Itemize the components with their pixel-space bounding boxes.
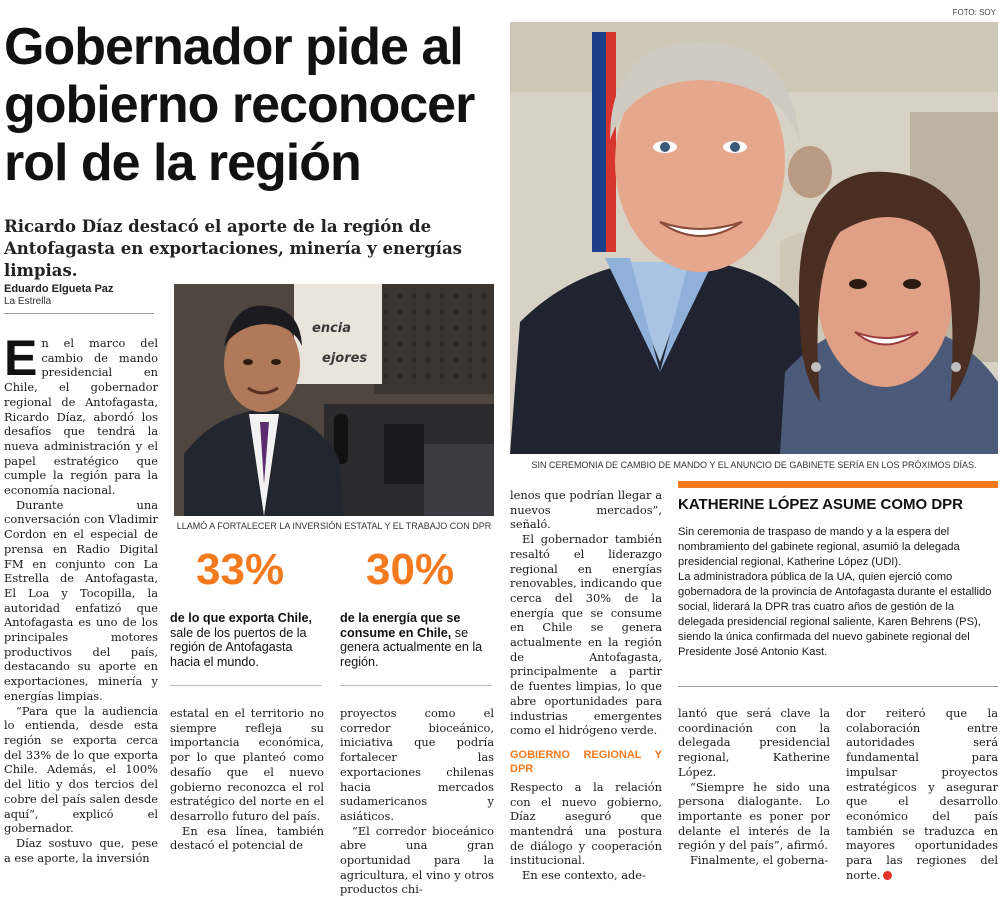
photo-governor-illustration: [174, 284, 494, 516]
article-column-4: [510, 488, 662, 883]
paragraph: estatal en el territorio no siempre refleja su importancia económica, por lo que planteó como desafío que el nuevo gobierno reconozca el rol estratégico del norte en el desarrollo futuro del país.: [170, 706, 324, 823]
section-subhead: GOBIERNO REGIONAL Y DPR: [510, 748, 662, 775]
byline-author: Eduardo Elgueta Paz: [4, 283, 114, 295]
article-column-6: [846, 706, 998, 882]
article-column-2: [170, 706, 324, 853]
stat-bold: de lo que exporta Chile,: [170, 611, 313, 625]
sidebar-box-accent-bar: [678, 481, 998, 488]
paragraph: Durante una conversación con Vladimir Cordon en el especial de prensa en Radio Digital FM en conjunto con La Estrella de Antofagasta, El Loa y Tocopilla, la autoridad enfatizó que Antofagasta es uno de los principales motores productivos del país, destacando su aporte en exportaciones, minería y energías limpias.: [4, 497, 158, 703]
stat-value-exports: 33%: [196, 545, 285, 594]
article-column-5: [678, 706, 830, 868]
paragraph-text: dor reiteró que la colaboración entre autoridades será fundamental para impulsar proyectos estratégicos y asegurar que el desarrollo económico del país también se traduzca en mayores oportunidades para las regiones del norte.: [846, 706, 998, 882]
byline-divider: [4, 313, 154, 314]
photo-kast-lopez: [510, 22, 998, 454]
byline-publication: La Estrella: [4, 296, 52, 307]
stat-text-energy: [340, 611, 496, 669]
paragraph: Respecto a la relación con el nuevo gobierno, Díaz aseguró que mantendrá una postura de diálogo y cooperación institucional.: [510, 779, 662, 868]
paragraph: lenos que podrían llegar a nuevos mercados”, señaló.: [510, 488, 662, 532]
paragraph: La administradora pública de la UA, quien ejerció como gobernadora de la provincia de Antofagasta durante el estallido social, liderará la DPR tras cuatro años de gestión de la delegada presidencial regional saliente, Karen Behrens (PS), siendo la única confirmada del nuevo gabinete regional del Presidente José Antonio Kast.: [678, 571, 992, 658]
paragraph: [846, 706, 998, 882]
headline: Gobernador pide al gobierno reconocer rol de la región: [4, 18, 475, 192]
sidebar-box-divider: [678, 686, 998, 687]
end-of-article-icon: [883, 871, 892, 880]
photo-credit: FOTO: SOY: [952, 8, 996, 17]
photo-selfie-illustration: [510, 22, 998, 454]
banner-text-1: encia: [312, 321, 352, 336]
paragraph: En esa línea, también destacó el potencial de: [170, 823, 324, 853]
paragraph: proyectos como el corredor bioceánico, iniciativa que podría fortalecer las exportaciones chilenas hacia mercados sudamericanos y asiáticos.: [340, 706, 494, 823]
stat-value-energy: 30%: [366, 545, 455, 594]
paragraph-text: n el marco del cambio de mando presidencial en Chile, el gobernador regional de Antofagasta, Ricardo Díaz, abordó los desafíos que tendrá la nueva administración y el papel estratégico que cumple la región para la economía nacional.: [4, 336, 158, 498]
stat-text-exports: [170, 611, 326, 669]
paragraph: “Para que la audiencia lo entienda, desde esta región se exporta cerca del 33% de lo que exporta Chile. Además, el 100% del litio y dos tercios del cobre del país salen desde aquí”, explicó el gobernador.: [4, 703, 158, 836]
article-column-1: [4, 330, 158, 865]
banner-text-2: ejores: [322, 351, 368, 366]
paragraph: [4, 330, 158, 498]
stat-divider: [170, 685, 322, 686]
stat-rest: se genera actualmente en la región.: [340, 625, 483, 669]
paragraph: Díaz sostuvo que, pese a ese aporte, la inversión: [4, 835, 158, 865]
photo-governor-radio: [174, 284, 494, 516]
sidebar-box-title: KATHERINE LÓPEZ ASUME COMO DPR: [678, 496, 964, 513]
paragraph: El gobernador también resaltó el liderazgo regional en energías renovables, indicando que cerca del 30% de la energía que se consume en Chile se genera actualmente en la región de Antofagasta, principalmente a partir de fuentes limpias, lo que abre oportunidades para industrias emergentes como el hidrógeno verde.: [510, 532, 662, 738]
stat-rest: sale de los puertos de la región de Antofagasta hacia el mundo.: [170, 625, 307, 669]
photo-caption-2: SIN CEREMONIA DE CAMBIO DE MANDO Y EL ANUNCIO DE GABINETE SERÍA EN LOS PRÓXIMOS DÍAS.: [531, 460, 977, 470]
stat-bold: de la energía que se consume en Chile,: [340, 611, 461, 640]
stat-divider: [340, 685, 492, 686]
photo-caption-1: LLAMÓ A FORTALECER LA INVERSIÓN ESTATAL Y EL TRABAJO CON DPR: [176, 521, 492, 531]
paragraph: Sin ceremonia de traspaso de mando y a la espera del nombramiento del gabinete regional, asumió la delegada presidencial regional, Katherine López (UDI).: [678, 526, 960, 568]
deck-subtitle: Ricardo Díaz destacó el aporte de la región de Antofagasta en exportaciones, minería y energías limpias.: [4, 217, 462, 280]
paragraph: “El corredor bioceánico abre una gran oportunidad para la agricultura, el vino y otros productos chi-: [340, 823, 494, 897]
article-column-3: [340, 706, 494, 897]
sidebar-box-body: [678, 525, 998, 660]
paragraph: lantó que será clave la coordinación con la delegada presidencial regional, Katherine López.: [678, 706, 830, 779]
drop-cap: E: [4, 330, 38, 386]
paragraph: “Siempre he sido una persona dialogante. Lo importante es poner por delante el interés de la región y del país”, afirmó.: [678, 779, 830, 853]
paragraph: En ese contexto, ade-: [522, 868, 646, 883]
paragraph: Finalmente, el goberna-: [690, 853, 829, 868]
